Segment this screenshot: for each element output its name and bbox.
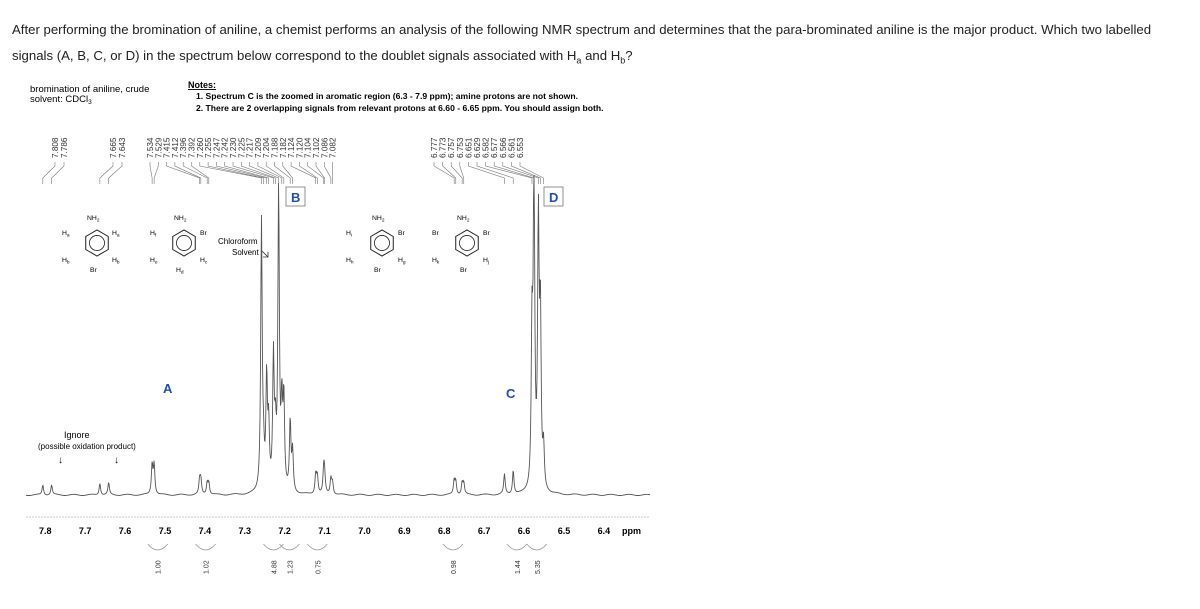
integral-4 — [307, 544, 327, 574]
peak-c-21: 7.086 — [320, 137, 330, 158]
peak-c-6: 7.260 — [195, 137, 205, 158]
question-part1: After performing the bromination of aniline, a chemist performs an analysis of the following NMR spectrum and determines that the para-brominated aniline is the major product. Which two labelled signals (A, B, C, or D) in the spectrum below correspond to the doublet signals associated with H — [12, 22, 1152, 63]
peak-c-20: 7.102 — [312, 137, 321, 158]
signal-label-b: B — [291, 190, 301, 205]
peak-c-7: 7.255 — [204, 137, 214, 158]
question-sub-b: b — [620, 55, 626, 66]
axis-tick-4: 7.4 — [198, 526, 212, 536]
peak-d-8: 6.566 — [498, 137, 508, 158]
peak-b-1: 7.643 — [118, 137, 127, 158]
svg-text:Br: Br — [483, 230, 490, 237]
svg-text:Br: Br — [90, 267, 97, 274]
peak-c-10: 7.230 — [229, 137, 238, 158]
svg-text:Br: Br — [374, 267, 381, 274]
peak-c-2: 7.415 — [162, 137, 172, 158]
svg-text:1.44: 1.44 — [514, 560, 522, 574]
svg-text:NH2: $NH_2$ — [174, 215, 187, 224]
peak-d-4: 6.651 — [464, 137, 474, 158]
peak-d-5: 6.629 — [473, 137, 482, 158]
svg-text:NH2: $NH_2$ — [372, 215, 385, 224]
peak-d-2: 6.757 — [447, 137, 457, 158]
svg-text:Ha: $H_a$ — [112, 230, 120, 239]
structure-0 — [62, 215, 120, 274]
molecular-structures — [62, 215, 491, 276]
svg-text:Br: Br — [200, 230, 207, 237]
axis-tick-10: 6.8 — [438, 526, 451, 536]
svg-text:0.98: 0.98 — [450, 560, 458, 574]
peak-c-4: 7.396 — [179, 137, 189, 158]
svg-text:5.35: 5.35 — [534, 560, 542, 574]
axis-tick-7: 7.1 — [318, 526, 331, 536]
chloroform-sublabel: Solvent — [232, 248, 259, 257]
axis-tick-6: 7.2 — [278, 526, 291, 536]
peak-c-3: 7.412 — [170, 137, 180, 158]
signal-label-a: A — [163, 381, 173, 396]
svg-text:Ha: $H_a$ — [62, 230, 70, 239]
peak-d-1: 6.773 — [438, 137, 448, 158]
svg-text:Hb: $H_b$ — [112, 257, 120, 266]
svg-text:Hi: $H_i$ — [346, 230, 352, 239]
svg-text:NH2: $NH_2$ — [87, 215, 100, 224]
peak-a-1: 7.786 — [60, 137, 69, 158]
peak-c-19: 7.104 — [303, 137, 313, 158]
svg-text:Br: Br — [460, 267, 467, 274]
peak-c-8: 7.247 — [212, 137, 222, 158]
axis-tick-labels — [39, 526, 610, 536]
chloroform-label: Chloroform — [218, 237, 258, 246]
svg-text:Hd: $H_d$ — [176, 267, 184, 276]
svg-text:Br: Br — [398, 230, 405, 237]
ignore-arrow-right: ↓ — [114, 455, 119, 466]
peak-c-18: 7.120 — [295, 137, 305, 158]
integral-0 — [148, 544, 168, 574]
peak-c-1: 7.529 — [154, 137, 164, 158]
svg-text:Hk: $H_k$ — [432, 257, 440, 266]
peak-c-5: 7.392 — [187, 137, 197, 158]
axis-tick-14: 6.4 — [597, 526, 611, 536]
question-mid: and H — [581, 48, 621, 63]
svg-text:NH2: $NH_2$ — [457, 215, 470, 224]
peak-a-0: 7.808 — [51, 137, 60, 158]
integral-7 — [527, 544, 547, 574]
sample-line-1: bromination of aniline, crude — [30, 84, 150, 95]
peak-list-labels — [51, 137, 525, 158]
structure-3 — [432, 215, 491, 274]
peak-connector-lines — [43, 162, 544, 184]
question-end: ? — [625, 48, 633, 63]
peak-d-3: 6.753 — [455, 137, 465, 158]
peak-c-15: 7.188 — [270, 137, 280, 158]
svg-text:Hg: $H_g$ — [398, 257, 406, 266]
svg-text:1.02: 1.02 — [203, 560, 211, 574]
ignore-arrow-left: ↓ — [58, 455, 63, 466]
structure-2 — [346, 215, 406, 274]
axis-tick-3: 7.5 — [158, 526, 172, 536]
axis-tick-13: 6.5 — [557, 526, 571, 536]
svg-text:He: $H_e$ — [150, 257, 158, 266]
notes-title: Notes: — [188, 80, 217, 90]
peak-c-17: 7.124 — [287, 137, 297, 158]
ignore-sublabel: (possible oxidation product) — [38, 442, 136, 451]
peak-c-13: 7.209 — [253, 137, 263, 158]
peak-d-6: 6.582 — [481, 137, 491, 158]
note-2: 2. There are 2 overlapping signals from relevant protons at 6.60 - 6.65 ppm. You should assign both. — [196, 103, 604, 113]
integral-3 — [279, 544, 299, 574]
peak-c-16: 7.182 — [278, 137, 288, 158]
svg-text:4.88: 4.88 — [271, 560, 279, 574]
integral-1 — [196, 544, 216, 574]
integral-2 — [263, 544, 283, 574]
axis-tick-8: 7.0 — [358, 526, 371, 536]
peak-c-14: 7.204 — [262, 137, 272, 158]
svg-text:Br: Br — [432, 230, 439, 237]
integral-labels — [148, 544, 547, 574]
svg-text:Hc: $H_c$ — [200, 257, 208, 266]
axis-tick-2: 7.6 — [118, 526, 132, 536]
svg-text:Hj: $H_j$ — [483, 257, 489, 266]
svg-text:1.00: 1.00 — [155, 560, 163, 574]
signal-label-c: C — [506, 386, 516, 401]
peak-c-12: 7.217 — [245, 137, 255, 158]
axis-unit: ppm — [622, 526, 641, 536]
peak-d-9: 6.561 — [507, 137, 517, 158]
integral-5 — [443, 544, 463, 574]
axis-tick-12: 6.6 — [517, 526, 531, 536]
axis-tick-5: 7.3 — [238, 526, 252, 536]
axis-tick-0: 7.8 — [39, 526, 52, 536]
chloroform-arrow — [262, 251, 268, 257]
axis-tick-1: 7.7 — [78, 526, 92, 536]
peak-c-11: 7.225 — [237, 137, 247, 158]
peak-d-0: 6.777 — [430, 137, 439, 158]
integral-6 — [507, 544, 527, 574]
peak-c-22: 7.082 — [328, 137, 338, 158]
ignore-label: Ignore — [64, 430, 90, 440]
svg-text:Hh: $H_h$ — [346, 257, 354, 266]
svg-text:1.23: 1.23 — [287, 560, 295, 574]
structure-1 — [150, 215, 208, 276]
signal-label-d: D — [549, 190, 559, 205]
question-sub-a: a — [576, 55, 582, 66]
peak-d-7: 6.577 — [490, 137, 500, 158]
peak-d-10: 6.553 — [516, 137, 525, 158]
svg-text:0.75: 0.75 — [315, 560, 323, 574]
svg-text:Hf: $H_f$ — [150, 230, 157, 239]
axis-tick-9: 6.9 — [398, 526, 411, 536]
peak-b-0: 7.665 — [109, 137, 118, 158]
svg-text:Hb: $H_b$ — [62, 257, 70, 266]
peak-c-0: 7.534 — [146, 137, 155, 158]
sample-line-2: solvent: CDCl$_3$ — [30, 94, 92, 106]
axis-tick-11: 6.7 — [477, 526, 491, 536]
peak-c-9: 7.242 — [220, 137, 230, 158]
note-1: 1. Spectrum C is the zoomed in aromatic region (6.3 - 7.9 ppm); amine protons are not shown. — [196, 91, 579, 101]
